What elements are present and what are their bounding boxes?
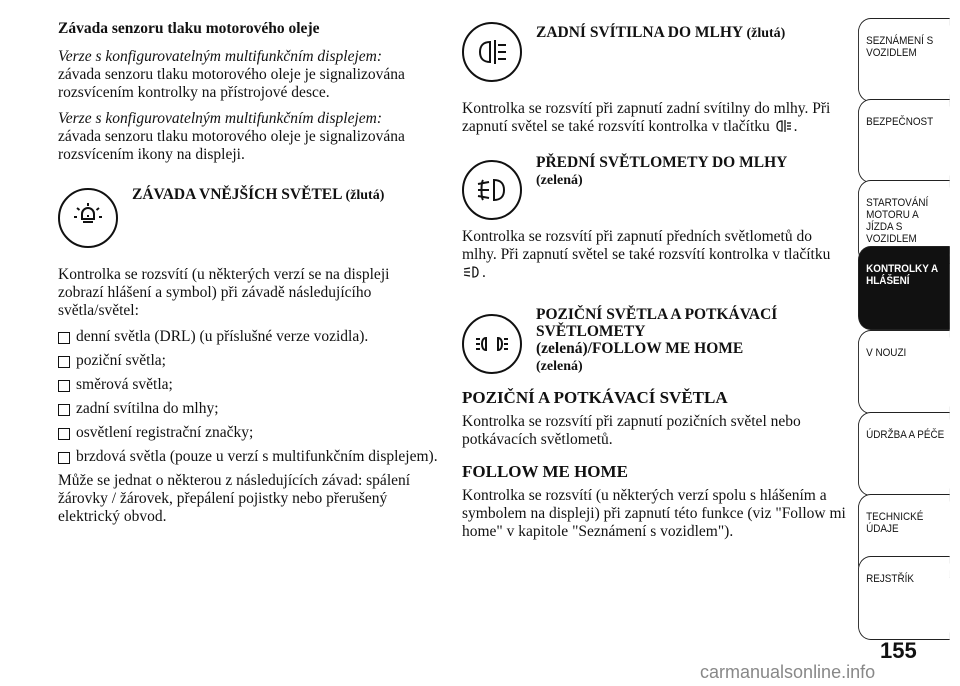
front-fog-icon [462,160,522,220]
exterior-light-intro: Kontrolka se rozsvítí (u některých verzí se na displeji zobrazí hlášení a symbol) při závadě následujícího světla/světel: [58,266,390,319]
exterior-light-fault-icon [58,188,118,248]
oil-sensor-paragraph-2 [58,110,438,164]
front-fog-title: PŘEDNÍ SVĚTLOMETY DO MLHY (zelená) [536,154,788,188]
position-lights-heading: POZIČNÍ A POTKÁVACÍ SVĚTLA [462,388,728,407]
tab-v-nouzi[interactable]: V NOUZI [858,330,950,414]
list-item: zadní svítilna do mlhy; [58,400,438,418]
checkbox-bullet-icon [58,380,70,392]
checkbox-bullet-icon [58,428,70,440]
follow-me-home-text: Kontrolka se rozsvítí (u některých verzí spolu s hlášením a symbolem na displeji) při zapnutí této funkce (viz "Follow mi home" v kapitole "Seznámení s vozidlem"). [462,487,846,540]
oil-p2-text: závada senzoru tlaku motorového oleje je signalizována rozsvícením ikony na displeji. [58,128,405,163]
checkbox-bullet-icon [58,404,70,416]
rear-fog-inline-icon [774,119,794,133]
oil-p2-italic: Verze s konfigurovatelným multifunkčním displejem: [58,110,382,127]
right-column [462,20,847,549]
tab-rejstrik[interactable]: REJSTŘÍK [858,556,950,640]
oil-sensor-title: Závada senzoru tlaku motorového oleje [58,20,320,37]
exterior-light-title: ZÁVADA VNĚJŠÍCH SVĚTEL (žlutá) [132,186,385,203]
exterior-light-outro: Může se jednat o některou z následujících závad: spálení žárovky / žárovek, přepálení pojistky nebo přerušený elektrický obvod. [58,472,411,525]
rear-fog-text: Kontrolka se rozsvítí při zapnutí zadní svítilny do mlhy. Při zapnutí světel se také rozsvítí kontrolka v tlačítku . [462,100,831,135]
checkbox-bullet-icon [58,356,70,368]
front-fog-text: Kontrolka se rozsvítí při zapnutí předních světlometů do mlhy. Při zapnutí světel se také rozsvítí kontrolka v tlačítku . [462,228,831,281]
watermark: carmanualsonline.info [700,662,876,682]
oil-p1-italic: Verze s konfigurovatelným multifunkčním displejem: [58,48,382,65]
tab-startovani[interactable]: STARTOVÁNÍ MOTORU A JÍZDA S VOZIDLEM [858,180,950,264]
tab-bezpecnost[interactable]: BEZPEČNOST [858,99,950,183]
exterior-light-list [58,328,438,466]
tab-kontrolky[interactable]: KONTROLKY A HLÁŠENÍ [858,246,950,330]
list-item: osvětlení registrační značky; [58,424,438,442]
list-item: směrová světla; [58,376,438,394]
page-number: 155 [880,638,917,663]
front-fog-block [462,152,847,220]
exterior-light-block [58,184,438,248]
list-item: denní světla (DRL) (u příslušné verze vozidla). [58,328,438,346]
tab-seznameni[interactable]: SEZNÁMENÍ S VOZIDLEM [858,18,950,102]
tab-technicke[interactable]: TECHNICKÉ ÚDAJE [858,494,950,578]
oil-sensor-paragraph-1 [58,48,438,102]
left-column [58,20,438,534]
rear-fog-block [462,22,847,82]
position-lights-block [462,304,847,375]
checkbox-bullet-icon [58,452,70,464]
rear-fog-icon [462,22,522,82]
checkbox-bullet-icon [58,332,70,344]
rear-fog-title: ZADNÍ SVÍTILNA DO MLHY (žlutá) [536,24,786,41]
position-lights-icon [462,314,522,374]
follow-me-home-heading: FOLLOW ME HOME [462,462,628,481]
position-lights-title: POZIČNÍ SVĚTLA A POTKÁVACÍ SVĚTLOMETY (zelená)/FOLLOW ME HOME (zelená) [536,306,778,374]
position-lights-text: Kontrolka se rozsvítí při zapnutí pozičních světel nebo potkávacích světlometů. [462,413,801,448]
chapter-tabs [858,0,960,686]
oil-p1-text: závada senzoru tlaku motorového oleje je signalizována rozsvícením kontrolky na přístrojové desce. [58,66,405,101]
front-fog-inline-icon [462,265,482,279]
list-item: poziční světla; [58,352,438,370]
tab-udrzba[interactable]: ÚDRŽBA A PÉČE [858,412,950,496]
list-item: brzdová světla (pouze u verzí s multifunkčním displejem). [58,448,438,466]
